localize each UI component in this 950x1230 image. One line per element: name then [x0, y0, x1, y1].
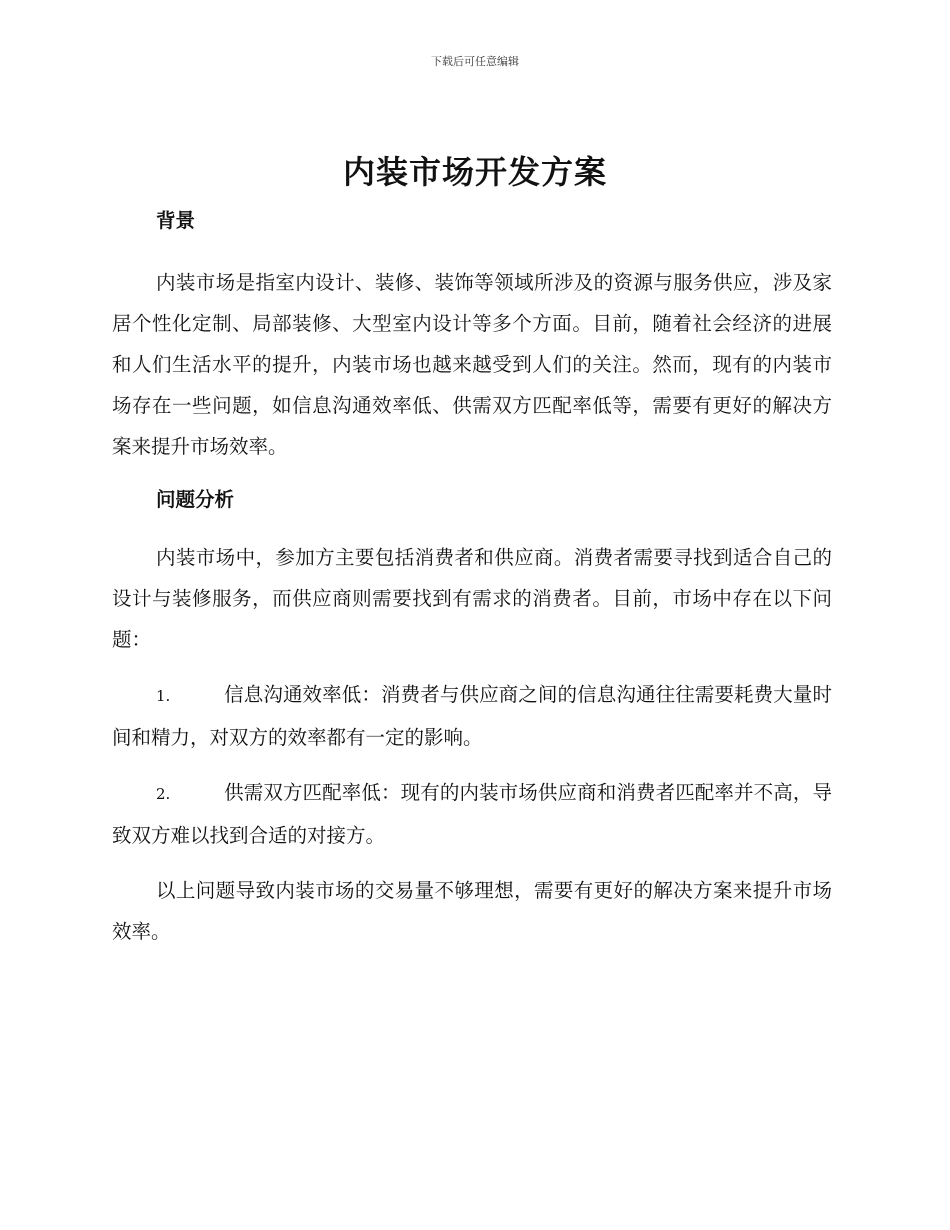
list-item-number: 2.	[156, 785, 171, 803]
section-heading-problem-analysis: 问题分析	[156, 488, 235, 511]
background-paragraph: 内装市场是指室内设计、装修、装饰等领域所涉及的资源与服务供应，涉及家居个性化定制、局部装修、大型室内设计等多个方面。目前，随着社会经济的进展和人们生活水平的提升，内装市场也越来越受到人们的关注。然而，现有的内装市场存在一些问题，如信息沟通效率低、供需双方匹配率低等，需要有更好的解决方案来提升市场效率。	[112, 271, 832, 458]
document-title: 内装市场开发方案	[342, 153, 607, 191]
list-item-text: 信息沟通效率低：消费者与供应商之间的信息沟通往往需要耗费大量时间和精力，对双方的效率都有一定的影响。	[112, 683, 832, 749]
document-body	[112, 202, 832, 952]
list-item	[112, 674, 832, 758]
list-item	[112, 772, 832, 856]
problem-intro-paragraph: 内装市场中，参加方主要包括消费者和供应商。消费者需要寻找到适合自己的设计与装修服务，而供应商则需要找到有需求的消费者。目前，市场中存在以下问题：	[112, 546, 832, 651]
conclusion-paragraph: 以上问题导致内装市场的交易量不够理想，需要有更好的解决方案来提升市场效率。	[112, 879, 832, 943]
section-heading-background: 背景	[156, 209, 196, 232]
list-item-text: 供需双方匹配率低：现有的内装市场供应商和消费者匹配率并不高，导致双方难以找到合适的对接方。	[112, 781, 832, 847]
list-item-number: 1.	[156, 687, 171, 705]
page-header-note: 下载后可任意编辑	[431, 55, 519, 68]
